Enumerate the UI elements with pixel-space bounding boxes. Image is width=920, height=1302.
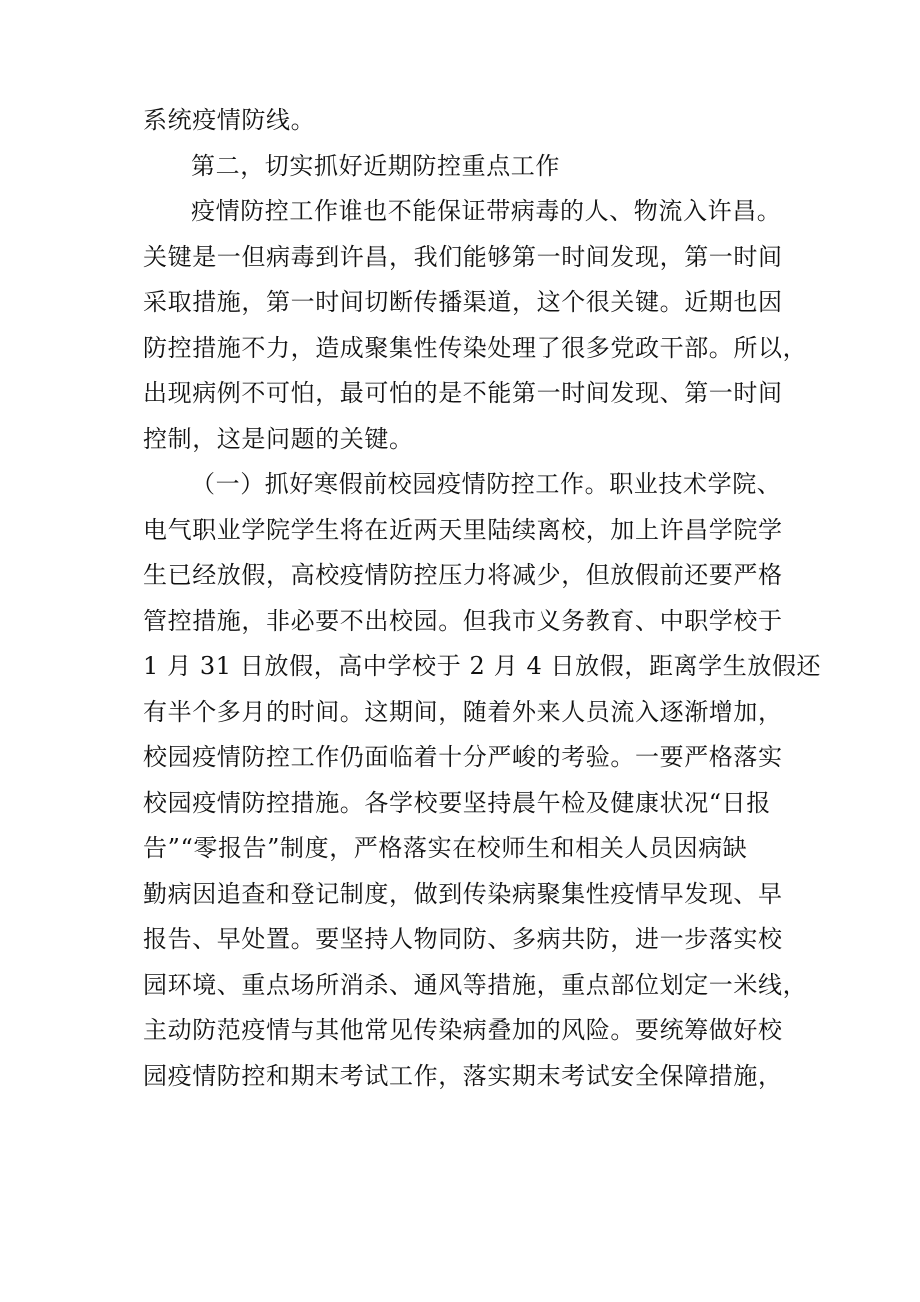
- text-line: 防控措施不力，造成聚集性传染处理了很多党政干部。所以，: [143, 333, 808, 362]
- text-line: 疫情防控工作谁也不能保证带病毒的人、物流入许昌。: [191, 197, 782, 225]
- text-line: 园环境、重点场所消杀、通风等措施，重点部位划定一米线，: [143, 970, 808, 999]
- text-line: 采取措施，第一时间切断传播渠道，这个很关键。近期也因: [143, 288, 783, 316]
- text-line: 出现病例不可怕，最可怕的是不能第一时间发现、第一时间: [143, 379, 783, 407]
- text-line: 控制，这是问题的关键。: [143, 424, 414, 453]
- text-line: 电气职业学院学生将在近两天里陆续离校，加上许昌学院学: [143, 515, 783, 544]
- text-line: 告”“零报告”制度，严格落实在校师生和相关人员因病缺: [143, 834, 748, 862]
- text-line: 勤病因追查和登记制度，做到传染病聚集性疫情早发现、早: [143, 879, 783, 908]
- text-line: 园疫情防控和期末考试工作，落实期末考试安全保障措施，: [143, 1061, 783, 1090]
- document-body: [143, 98, 822, 1099]
- text-line: 管控措施，非必要不出校园。但我市义务教育、中职学校于: [143, 606, 783, 635]
- text-line: 关键是一但病毒到许昌，我们能够第一时间发现，第一时间: [143, 242, 783, 271]
- text-line: （一）抓好寒假前校园疫情防控工作。职业技术学院、: [191, 470, 782, 498]
- text-line: 校园疫情防控工作仍面临着十分严峻的考验。一要严格落实: [143, 743, 783, 771]
- text-line: 有半个多月的时间。这期间，随着外来人员流入逐渐增加，: [143, 697, 783, 726]
- text-line: 第二，切实抓好近期防控重点工作: [191, 151, 560, 180]
- text-line: 生已经放假，高校疫情防控压力将减少，但放假前还要严格: [143, 561, 783, 589]
- text-line: 校园疫情防控措施。各学校要坚持晨午检及健康状况“日报: [143, 788, 771, 817]
- text-line: 系统疫情防线。: [143, 106, 316, 134]
- text-line: 报告、早处置。要坚持人物同防、多病共防，进一步落实校: [143, 925, 783, 953]
- text-line: 1 月 31 日放假，高中学校于 2 月 4 日放假，距离学生放假还: [143, 652, 822, 680]
- text-line: 主动防范疫情与其他常见传染病叠加的风险。要统筹做好校: [143, 1016, 783, 1044]
